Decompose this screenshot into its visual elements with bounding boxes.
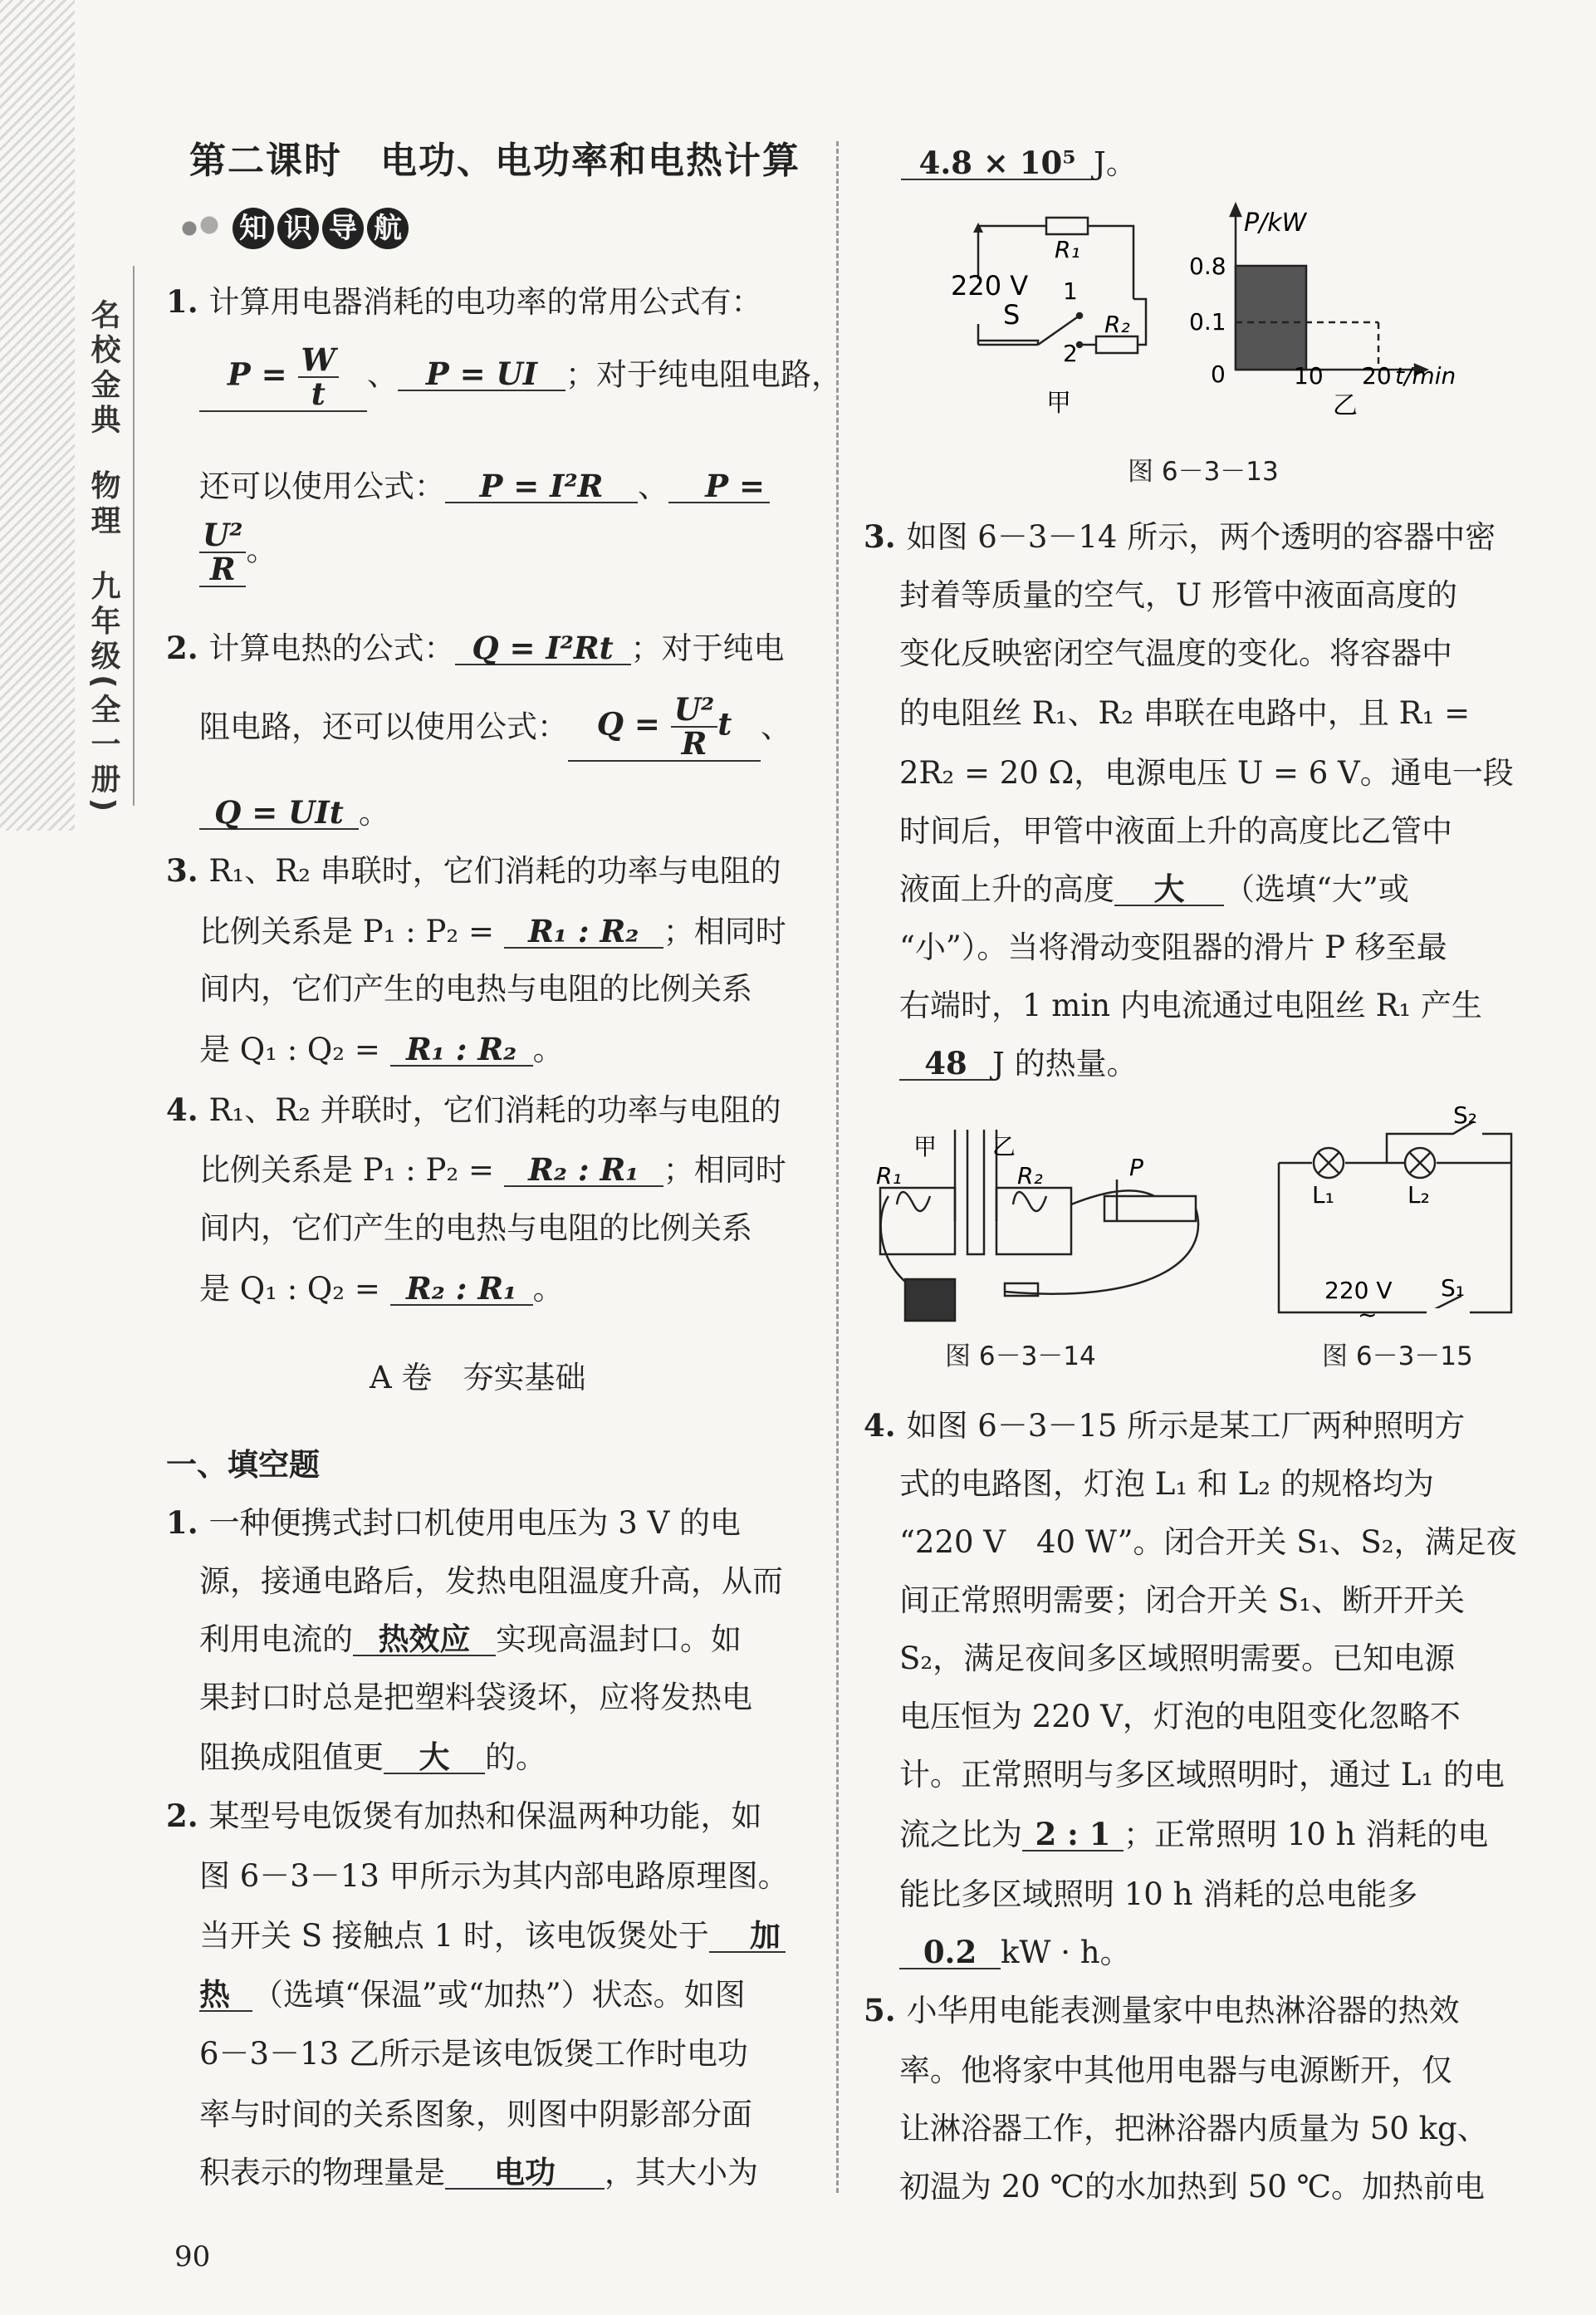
numerator: U² xyxy=(671,694,717,728)
text: “小”）。当将滑动变阻器的滑片 P 移至最 xyxy=(899,929,1447,965)
f2-line5 xyxy=(199,2036,748,2072)
r-answer-line xyxy=(901,145,1137,181)
label-r1: R₁ xyxy=(876,1162,902,1189)
label-r1: R₁ xyxy=(1055,236,1080,263)
label-s2: S₂ xyxy=(1453,1105,1477,1129)
r-q3-line5 xyxy=(899,755,1514,791)
formula-part: Q = xyxy=(596,705,671,743)
x-axis-label: t/min xyxy=(1395,362,1456,390)
q-number: 2. xyxy=(166,1798,209,1834)
r-q3-line1 xyxy=(864,518,1496,555)
answer-blank: 4.8 × 10⁵ xyxy=(901,148,1094,180)
side-book: 名校金典 xyxy=(86,299,120,439)
text: 利用电流的 xyxy=(199,1621,353,1657)
q1-line2 xyxy=(199,341,842,412)
r-q3-line9 xyxy=(899,990,1482,1021)
text: 小华用电能表测量家中电热淋浴器的热效 xyxy=(906,1993,1460,2028)
answer-blank: 大 xyxy=(1114,874,1224,906)
q-number: 3. xyxy=(864,518,907,555)
text: 图 6－3－13 甲所示为其内部电路原理图。 xyxy=(199,1858,789,1894)
fraction xyxy=(671,691,717,762)
label-r2: R₂ xyxy=(1017,1162,1043,1189)
answer-blank: P = xyxy=(668,471,770,503)
label-s: S xyxy=(1003,299,1021,331)
text: 。 xyxy=(246,532,277,568)
text: ；对于纯电阻电路， xyxy=(565,356,842,393)
text: 率与时间的关系图象，则图中阴影部分面 xyxy=(199,2097,752,2132)
r-q3-line3 xyxy=(899,635,1452,671)
r-q5-line1 xyxy=(864,1992,1460,2028)
q4-line1 xyxy=(166,1091,781,1128)
formula-part: P = xyxy=(227,356,298,393)
f2-line3 xyxy=(199,1917,786,1954)
r-q3-line8 xyxy=(899,929,1447,965)
tick-10: 10 xyxy=(1294,362,1324,390)
text: R₁、R₂ 并联时，它们消耗的功率与电阻的 xyxy=(208,1092,781,1128)
text: 某型号电饭煲有加热和保温两种功能，如 xyxy=(208,1798,762,1834)
text: 间内，它们产生的电热与电阻的比例关系 xyxy=(199,971,752,1007)
answer-blank xyxy=(199,341,367,412)
text: 式的电路图，灯泡 L₁ 和 L₂ 的规格均为 xyxy=(899,1466,1434,1502)
r-q5-line4 xyxy=(899,2169,1485,2205)
container-yi xyxy=(996,1188,1071,1254)
answer-blank: P = I²R xyxy=(445,471,638,503)
badge-char: 航 xyxy=(367,208,409,249)
tick-0: 0 xyxy=(1211,360,1226,388)
text: 。 xyxy=(359,795,389,831)
answer-blank: P = UI xyxy=(398,359,565,391)
text: 阻电路，还可以使用公式： xyxy=(199,709,568,745)
text: ；对于纯电 xyxy=(630,630,785,666)
r-q4-line4 xyxy=(899,1582,1465,1618)
answer-blank: 热效应 xyxy=(353,1624,496,1656)
caption-6-3-13: 图 6－3－13 xyxy=(1128,457,1279,487)
text: 积表示的物理量是 xyxy=(199,2155,445,2190)
q4-line4 xyxy=(199,1270,564,1307)
answer-blank: 加 xyxy=(709,1920,786,1953)
rheostat xyxy=(1104,1196,1196,1221)
text: S₂，满足夜间多区域照明需要。已知电源 xyxy=(899,1641,1456,1676)
resistor-wire-r2 xyxy=(1013,1192,1046,1211)
q-number: 3. xyxy=(166,852,209,889)
q3-line1 xyxy=(166,852,781,889)
label-2: 2 xyxy=(1063,340,1078,367)
text: 液面上升的高度 xyxy=(899,871,1114,907)
answer-blank: 2 : 1 xyxy=(1022,1819,1124,1852)
text: 、 xyxy=(638,468,668,504)
resistor-wire-r1 xyxy=(897,1192,930,1211)
answer-blank: Q = UIt xyxy=(199,797,359,830)
contact-2 xyxy=(1077,342,1082,347)
denominator: R xyxy=(681,724,707,762)
text: 电压恒为 220 V，灯泡的电阻变化忽略不 xyxy=(899,1699,1461,1734)
answer-blank: R₁ : R₂ xyxy=(504,916,663,949)
text: 果封口时总是把塑料袋烫坏，应将发热电 xyxy=(199,1680,752,1715)
text: 2R₂ = 20 Ω，电源电压 U = 6 V。通电一段 xyxy=(899,755,1514,791)
text: J 的热量。 xyxy=(992,1046,1138,1081)
resistor-r1 xyxy=(1046,218,1088,234)
label-jia: 甲 xyxy=(913,1133,938,1160)
figure-6-3-14 xyxy=(864,1096,1212,1329)
bulb-l1-cross xyxy=(1319,1153,1339,1173)
text: 如图 6－3－14 所示，两个透明的容器中密 xyxy=(906,519,1496,555)
text: 初温为 20 ℃的水加热到 50 ℃。加热前电 xyxy=(899,2169,1485,2205)
q1-line4 xyxy=(199,519,277,587)
text: kW · h。 xyxy=(1001,1935,1131,1970)
answer-blank: 0.2 xyxy=(899,1937,1001,1969)
r-q4-line10 xyxy=(899,1934,1131,1970)
r-q3-line6 xyxy=(899,813,1452,849)
text: ；相同时 xyxy=(663,1152,786,1188)
container-jia xyxy=(880,1188,955,1254)
fraction xyxy=(298,341,340,412)
f1-line5 xyxy=(199,1739,546,1775)
text: 是 Q₁ : Q₂ = xyxy=(199,1032,390,1067)
answer-blank: 热 xyxy=(199,1979,252,2012)
label-s1: S₁ xyxy=(1441,1274,1465,1302)
numerator: U² xyxy=(199,519,246,553)
side-rule xyxy=(133,266,135,806)
q4-line2 xyxy=(199,1151,786,1188)
text: 实现高温封口。如 xyxy=(496,1621,742,1657)
text: 比例关系是 P₁ : P₂ = xyxy=(199,1152,504,1188)
text: 间正常照明需要；闭合开关 S₁、断开开关 xyxy=(899,1582,1465,1618)
caption-6-3-15: 图 6－3－15 xyxy=(1322,1341,1473,1371)
text: 的。 xyxy=(485,1739,546,1775)
text: 阻换成阻值更 xyxy=(199,1739,384,1775)
label-r2: R₂ xyxy=(1104,311,1130,338)
text: 、 xyxy=(367,356,398,393)
text: “220 V 40 W”。闭合开关 S₁、S₂，满足夜 xyxy=(899,1524,1517,1560)
q-number: 4. xyxy=(166,1091,209,1128)
tick-20: 20 xyxy=(1362,362,1392,390)
q3-line3 xyxy=(199,971,752,1007)
q3-line4 xyxy=(199,1031,564,1067)
text: 如图 6－3－15 所示是某工厂两种照明方 xyxy=(906,1408,1466,1444)
resistor-r2 xyxy=(1096,336,1138,353)
side-book-title xyxy=(76,299,118,817)
answer-blank: 48 xyxy=(899,1048,992,1081)
page-number: 90 xyxy=(174,2240,211,2273)
r-q4-line3 xyxy=(899,1524,1517,1560)
f1-line2 xyxy=(199,1563,783,1599)
text: （选填“大”或 xyxy=(1224,871,1409,907)
text: 的电阻丝 R₁、R₂ 串联在电路中，且 R₁ = xyxy=(899,695,1471,731)
f1-line3 xyxy=(199,1621,742,1657)
text: ，其大小为 xyxy=(605,2155,758,2190)
text: 比例关系是 P₁ : P₂ = xyxy=(199,914,504,949)
r-q5-line2 xyxy=(899,2055,1452,2086)
text: 计算用电器消耗的电功率的常用公式有： xyxy=(208,284,762,320)
y-axis-label: P/kW xyxy=(1244,208,1307,238)
f2-line4 xyxy=(199,1976,746,2013)
label-jia: 甲 xyxy=(1046,389,1071,418)
answer-blank: 电功 xyxy=(445,2157,605,2190)
cartoon-icon xyxy=(174,212,224,245)
text: 6－3－13 乙所示是该电饭煲工作时电功 xyxy=(199,2036,748,2072)
knowledge-nav-badge xyxy=(174,208,409,249)
f2-line6 xyxy=(199,2099,752,2130)
contact-1 xyxy=(1077,313,1082,318)
r-q3-line2 xyxy=(899,577,1457,613)
u-tube xyxy=(955,1130,996,1254)
fraction xyxy=(199,519,246,586)
f2-line1 xyxy=(166,1798,762,1834)
answer-blank: Q = I²Rt xyxy=(455,633,631,665)
label-l1: L₁ xyxy=(1312,1181,1334,1209)
fill-heading: 一、填空题 xyxy=(166,1446,320,1483)
q2-line1 xyxy=(166,630,785,666)
text: 还可以使用公式： xyxy=(199,468,445,504)
tick-0-1: 0.1 xyxy=(1189,308,1226,336)
text: 计。正常照明与多区域照明时，通过 L₁ 的电 xyxy=(899,1757,1505,1793)
text: 。 xyxy=(532,1032,564,1067)
side-decoration xyxy=(0,0,75,831)
badge-char: 识 xyxy=(277,208,319,249)
text: 变化反映密闭空气温度的变化。将容器中 xyxy=(899,635,1452,671)
q2-line2 xyxy=(199,691,791,762)
battery xyxy=(905,1279,955,1321)
arrow-up-icon xyxy=(1231,204,1241,216)
column-divider xyxy=(836,141,839,2193)
text: 间内，它们产生的电热与电阻的比例关系 xyxy=(199,1210,752,1246)
answer-blank xyxy=(199,519,246,587)
text: 计算电热的公式： xyxy=(208,630,455,666)
q-number: 1. xyxy=(166,1504,209,1541)
answer-blank: R₁ : R₂ xyxy=(390,1034,533,1067)
label-p: P xyxy=(1129,1154,1143,1181)
q4-line3 xyxy=(199,1210,752,1246)
answer-blank: R₂ : R₁ xyxy=(504,1155,663,1187)
text: 让淋浴器工作，把淋浴器内质量为 50 kg、 xyxy=(899,2111,1488,2146)
side-subject: 物理 xyxy=(86,469,120,540)
label-ac: ~ xyxy=(1358,1301,1378,1328)
denominator: t xyxy=(311,375,326,412)
label-yi: 乙 xyxy=(1333,391,1358,420)
answer-blank: R₂ : R₁ xyxy=(390,1273,533,1306)
text: 源，接通电路后，发热电阻温度升高，从而 xyxy=(199,1563,783,1599)
text: 一种便携式封口机使用电压为 3 V 的电 xyxy=(208,1505,742,1541)
shaded-area xyxy=(1236,266,1306,370)
text: 、 xyxy=(761,709,791,745)
r-q4-line7 xyxy=(899,1757,1505,1793)
section-title: A 卷 夯实基础 xyxy=(370,1360,586,1395)
page-title: 第二课时 电功、电功率和电热计算 xyxy=(189,140,800,182)
q-number: 4. xyxy=(864,1407,907,1444)
text: 率。他将家中其他用电器与电源断开，仅 xyxy=(899,2053,1452,2088)
switch-gap xyxy=(1427,1308,1470,1317)
tick-0-8: 0.8 xyxy=(1189,253,1226,280)
f2-line7 xyxy=(199,2154,758,2190)
text: ；正常照明 10 h 消耗的电 xyxy=(1124,1817,1489,1852)
figure-6-3-15 xyxy=(1262,1105,1536,1329)
r-q4-line9 xyxy=(899,1876,1418,1912)
label-yi: 乙 xyxy=(992,1133,1016,1160)
answer-blank: 大 xyxy=(384,1742,485,1774)
f2-line2 xyxy=(199,1858,789,1894)
r-q4-line6 xyxy=(899,1701,1461,1732)
q3-line2 xyxy=(199,913,786,949)
text: 。 xyxy=(532,1271,564,1307)
label-l2: L₂ xyxy=(1408,1181,1430,1209)
answer-blank xyxy=(568,691,761,762)
text: 右端时，1 min 内电流通过电阻丝 R₁ 产生 xyxy=(899,988,1483,1023)
text: R₁、R₂ 串联时，它们消耗的功率与电阻的 xyxy=(208,853,781,889)
bulb-l2-cross xyxy=(1410,1153,1430,1173)
r-q3-line7 xyxy=(899,871,1409,907)
text: 封着等质量的空气，U 形管中液面高度的 xyxy=(899,577,1457,613)
text: （选填“保温”或“加热”）状态。如图 xyxy=(252,1977,746,2013)
text: 是 Q₁ : Q₂ = xyxy=(199,1271,390,1307)
label-220v: 220 V xyxy=(951,270,1029,302)
denominator: R xyxy=(209,550,236,587)
text: 当开关 S 接触点 1 时，该电饭煲处于 xyxy=(199,1918,709,1954)
text: J。 xyxy=(1094,145,1137,181)
text: 流之比为 xyxy=(899,1817,1022,1852)
q-number: 5. xyxy=(864,1992,907,2028)
r-q4-line2 xyxy=(899,1466,1434,1502)
formula-part: t xyxy=(717,705,732,743)
numerator: W xyxy=(298,344,340,378)
q1-line3 xyxy=(199,468,770,504)
side-grade: 九年级(全一册) xyxy=(86,570,120,817)
caption-6-3-14: 图 6－3－14 xyxy=(945,1341,1096,1371)
q2-line3 xyxy=(199,794,389,831)
arrow-up-icon xyxy=(973,223,983,233)
r-q3-line4 xyxy=(899,695,1471,731)
r-q3-line10 xyxy=(899,1045,1138,1081)
text: ；相同时 xyxy=(663,914,786,949)
badge-char: 知 xyxy=(233,208,274,249)
f1-line1 xyxy=(166,1504,742,1541)
wire xyxy=(1071,1190,1154,1204)
text: 时间后，甲管中液面上升的高度比乙管中 xyxy=(899,813,1452,849)
r-q5-line3 xyxy=(899,2113,1488,2144)
r-q4-line1 xyxy=(864,1407,1466,1444)
r-q4-line5 xyxy=(899,1643,1455,1674)
text: 能比多区域照明 10 h 消耗的总电能多 xyxy=(899,1876,1418,1912)
label-220v: 220 V xyxy=(1324,1277,1393,1304)
q1-line1 xyxy=(166,283,762,320)
label-1: 1 xyxy=(1063,277,1078,305)
badge-char: 导 xyxy=(322,208,364,249)
q-number: 2. xyxy=(166,630,209,666)
f1-line4 xyxy=(199,1682,752,1713)
q-number: 1. xyxy=(166,283,209,320)
figure-6-3-13 xyxy=(930,199,1528,432)
r-q4-line8 xyxy=(899,1816,1489,1852)
